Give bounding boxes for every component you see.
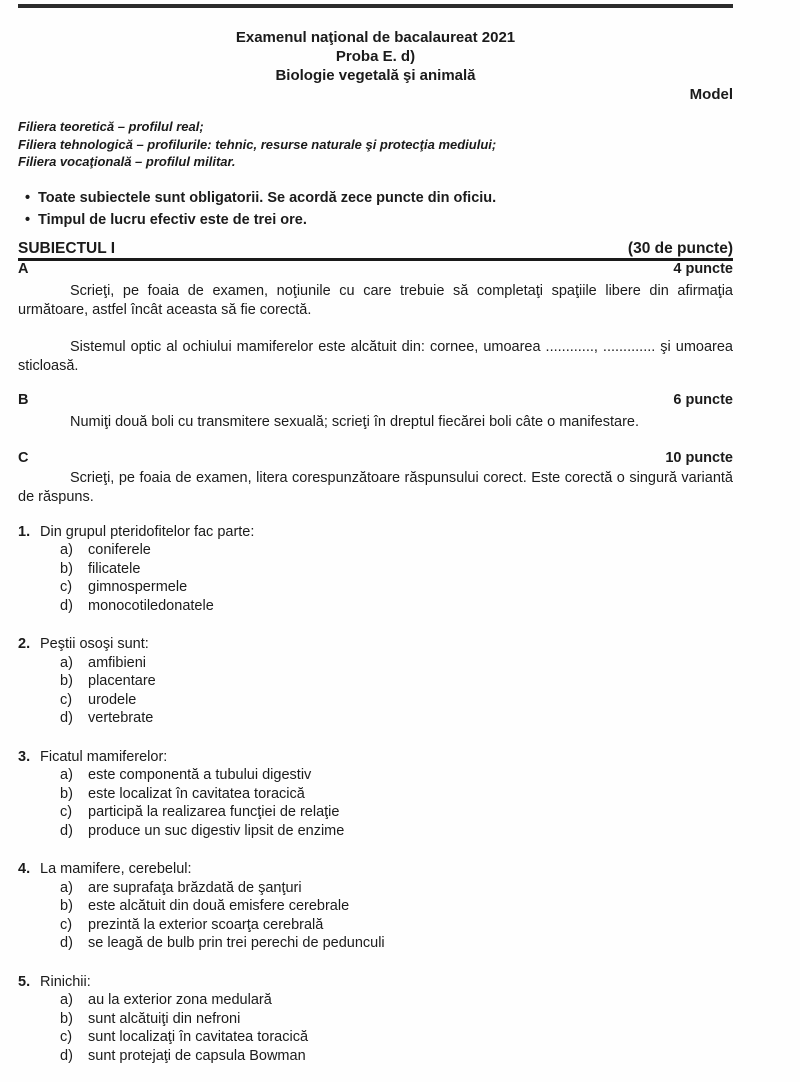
option-letter: a) — [60, 767, 73, 783]
top-horizontal-rule — [18, 4, 733, 8]
question-number: 4. — [18, 861, 31, 877]
option-row — [18, 991, 733, 1010]
option-text: au la exterior zona medulară — [88, 992, 272, 1008]
option-letter: c) — [60, 916, 73, 933]
option-row — [18, 1028, 733, 1047]
notice-item — [18, 187, 733, 209]
section-letter: C — [18, 449, 29, 466]
option-row — [18, 766, 733, 785]
option-text: amfibieni — [88, 654, 147, 671]
question-head — [18, 860, 733, 879]
option-text: sunt alcătuiţi din nefroni — [88, 1010, 241, 1027]
section-points: 10 puncte — [665, 449, 733, 466]
option-row — [18, 578, 733, 597]
option-row — [18, 1010, 733, 1029]
subject-header-row — [18, 241, 733, 261]
option-text: coniferele — [88, 542, 151, 558]
filiera-line: Filiera tehnologică – profilurile: tehnic, resurse naturale şi protecţia mediului; — [18, 136, 497, 152]
option-letter: d) — [60, 935, 73, 951]
bullet-icon: • — [25, 211, 31, 228]
document-content — [18, 28, 733, 1065]
option-letter: a) — [60, 542, 73, 558]
section-letter: B — [18, 391, 29, 408]
subject-points: (30 de puncte) — [627, 239, 733, 257]
question-4 — [18, 860, 733, 953]
option-row — [18, 785, 733, 804]
question-list — [18, 523, 733, 1066]
question-number: 2. — [18, 636, 31, 652]
option-row — [18, 597, 733, 616]
question-3 — [18, 748, 733, 841]
option-row — [18, 560, 733, 579]
option-letter: d) — [60, 822, 73, 839]
filiera-block — [18, 118, 733, 171]
section-letter: A — [18, 260, 29, 277]
question-text: Din grupul pteridofitelor fac parte: — [40, 523, 255, 540]
question-2 — [18, 635, 733, 728]
option-text: monocotiledonatele — [88, 597, 214, 614]
subject-title: SUBIECTUL I — [18, 239, 116, 257]
option-text: sunt localizaţi în cavitatea toracică — [88, 1029, 309, 1045]
option-text: participă la realizarea funcţiei de relaţie — [88, 804, 340, 820]
section-c-header — [18, 450, 733, 467]
option-letter: d) — [60, 1047, 73, 1064]
option-row — [18, 709, 733, 728]
section-a-paragraph: Scrieţi, pe foaia de examen, noţiunile cu care trebuie să completaţi spaţiile libere din afirmaţia următoare, astfel încât aceasta să fie corectă. — [18, 282, 733, 318]
notice-item — [18, 209, 733, 231]
option-row — [18, 1047, 733, 1066]
option-letter: c) — [60, 691, 73, 708]
option-row — [18, 691, 733, 710]
question-head — [18, 748, 733, 767]
question-text: La mamifere, cerebelul: — [40, 861, 192, 877]
question-head — [18, 523, 733, 542]
exam-title: Examenul naţional de bacalaureat 2021 — [235, 29, 516, 46]
question-head — [18, 973, 733, 992]
option-text: produce un suc digestiv lipsit de enzime — [88, 822, 345, 839]
option-text: este localizat în cavitatea toracică — [88, 785, 305, 802]
option-text: urodele — [88, 691, 137, 708]
question-5 — [18, 973, 733, 1066]
option-letter: c) — [60, 1029, 73, 1045]
option-letter: c) — [60, 804, 73, 820]
option-text: este componentă a tubului digestiv — [88, 767, 312, 783]
option-row — [18, 654, 733, 673]
question-1 — [18, 523, 733, 616]
exam-discipline: Biologie vegetală şi animală — [275, 67, 476, 84]
section-b-paragraph: Numiţi două boli cu transmitere sexuală; scrieţi în dreptul fiecărei boli câte o manifestare. — [70, 413, 639, 430]
option-text: este alcătuit din două emisfere cerebrale — [88, 898, 350, 914]
section-c-paragraph: Scrieţi, pe foaia de examen, litera corespunzătoare răspunsului corect. Este corectă o singură variantă de răspuns. — [18, 469, 733, 505]
option-row — [18, 803, 733, 822]
option-text: prezintă la exterior scoarţa cerebrală — [88, 916, 324, 933]
section-a-statement: Sistemul optic al ochiului mamiferelor este alcătuit din: cornee, umoarea ............, ............. şi umoarea sticloasă. — [18, 338, 733, 374]
section-a-header — [18, 261, 733, 278]
question-number: 1. — [18, 523, 31, 540]
option-text: gimnospermele — [88, 579, 188, 595]
option-letter: b) — [60, 785, 73, 802]
option-letter: a) — [60, 654, 73, 671]
question-text: Rinichii: — [40, 973, 91, 990]
option-text: placentare — [88, 673, 156, 689]
question-number: 5. — [18, 973, 31, 990]
option-letter: c) — [60, 579, 73, 595]
option-letter: b) — [60, 673, 73, 689]
option-row — [18, 541, 733, 560]
option-text: sunt protejaţi de capsula Bowman — [88, 1047, 306, 1064]
option-row — [18, 897, 733, 916]
option-letter: a) — [60, 879, 73, 896]
exam-proba: Proba E. d) — [335, 48, 416, 65]
section-b-header — [18, 392, 733, 409]
section-points: 4 puncte — [673, 260, 733, 277]
option-text: filicatele — [88, 560, 141, 577]
option-text: se leagă de bulb prin trei perechi de pedunculi — [88, 935, 385, 951]
option-row — [18, 934, 733, 953]
document-header — [18, 28, 733, 85]
option-letter: d) — [60, 597, 73, 614]
option-row — [18, 672, 733, 691]
question-head — [18, 635, 733, 654]
option-text: vertebrate — [88, 710, 154, 726]
question-text: Peştii osoşi sunt: — [40, 636, 149, 652]
section-points: 6 puncte — [673, 391, 733, 408]
question-text: Ficatul mamiferelor: — [40, 748, 168, 765]
bullet-icon: • — [25, 189, 31, 206]
filiera-line: Filiera teoretică – profilul real; — [18, 119, 204, 134]
notice-text: Toate subiectele sunt obligatorii. Se acordă zece puncte din oficiu. — [38, 189, 497, 206]
option-text: are suprafaţa brăzdată de şanţuri — [88, 879, 302, 896]
option-letter: a) — [60, 992, 73, 1008]
notice-text: Timpul de lucru efectiv este de trei ore. — [38, 211, 307, 228]
option-letter: b) — [60, 898, 73, 914]
option-letter: b) — [60, 1010, 73, 1027]
notice-list — [18, 187, 733, 231]
option-row — [18, 916, 733, 935]
filiera-line: Filiera vocaţională – profilul militar. — [18, 154, 236, 169]
model-label: Model — [689, 86, 733, 103]
option-letter: b) — [60, 560, 73, 577]
question-number: 3. — [18, 748, 31, 765]
option-row — [18, 822, 733, 841]
option-letter: d) — [60, 710, 73, 726]
option-row — [18, 879, 733, 898]
